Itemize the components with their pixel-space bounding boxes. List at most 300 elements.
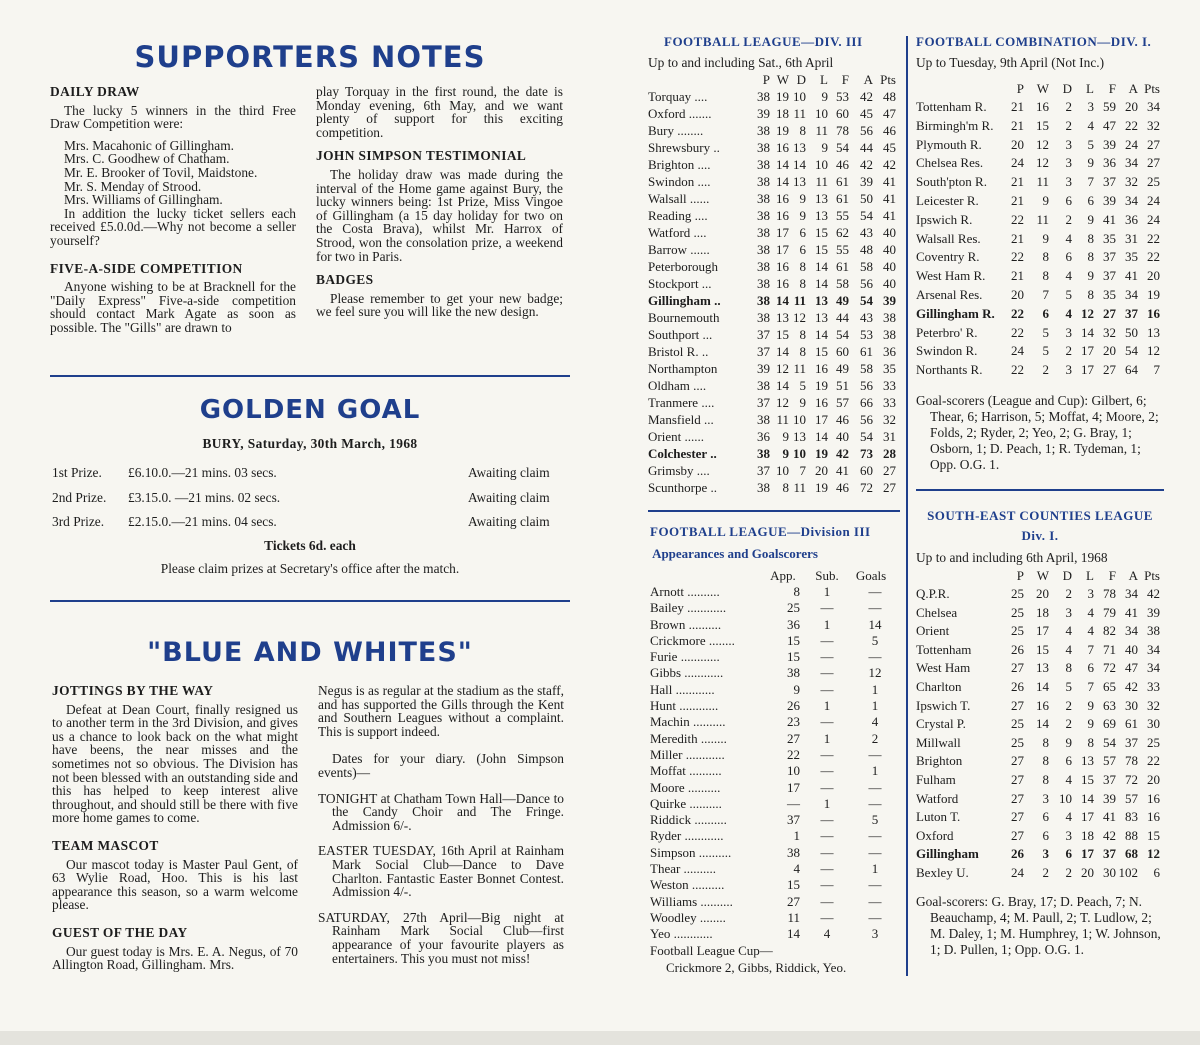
table-cell: —	[820, 844, 834, 860]
guest-continued: Negus is as regular at the stadium as the staff, and has supported the Gills through the Kent and Southern Leagues without a complaint. This is support indeed.	[318, 683, 564, 739]
table-cell: 39	[1147, 604, 1160, 620]
section-divider-2	[50, 600, 570, 602]
diary-dates: Dates for your diary. (John Simpson events)—	[318, 751, 564, 780]
table-row	[648, 293, 900, 310]
table-cell: 4	[793, 861, 800, 877]
table-cell: 9	[1065, 734, 1072, 750]
jottings-text: Defeat at Dean Court, finally resigned us to another term in the 3rd Division, and gives us a chance to look back on the what might have beens, the near misses and the sometimes not so obvious. The Division has not been blessed with an outstanding side and this has helped to keep interest alive throughout, and should still be there with five more home games to come.	[52, 701, 298, 826]
table-cell: —	[820, 812, 834, 828]
table-cell: 4	[871, 714, 879, 730]
team-name: Barrow ......	[648, 242, 710, 257]
table-cell: 3	[1042, 790, 1049, 806]
testimonial-text: The holiday draw was made during the interval of the Home game against Bury, the lucky winners being: 1st Prize, Miss Vingoe of Gillingham (a 15 day holiday for two on the Costa Brava), whilst Mr. Harrox of Strood, won the consolation prize, a weekend for two in Paris.	[316, 166, 563, 264]
player-name: Woodley ........	[650, 909, 726, 925]
table-cell: 8	[1087, 734, 1094, 750]
table-cell: —	[820, 893, 834, 909]
table-cell: 2	[1065, 117, 1072, 133]
div3-subtitle: Up to and including Sat., 6th April	[648, 55, 834, 70]
table-cell: 49	[836, 361, 849, 376]
table-cell: 27	[1011, 809, 1024, 825]
appearances-subtitle: Appearances and Goalscorers	[652, 546, 818, 561]
table-cell: 34	[1147, 99, 1160, 114]
team-name: Stockport ...	[648, 276, 712, 291]
appearances-table-body	[650, 584, 900, 943]
table-cell: 21	[1011, 174, 1024, 190]
daily-draw-text: The lucky 5 winners in the third Free Draw Competition were:	[50, 102, 296, 132]
table-cell: 3	[1065, 604, 1072, 620]
team-name: Reading ....	[648, 208, 708, 223]
column-header: F	[1108, 81, 1116, 96]
supporters-col-2	[316, 85, 563, 319]
column-header: F	[841, 72, 849, 87]
table-cell: 22	[1147, 753, 1160, 769]
table-row	[650, 747, 900, 763]
table-row	[916, 306, 1164, 325]
table-cell: 34	[1125, 155, 1138, 171]
table-cell: —	[868, 909, 882, 925]
event-3: SATURDAY, 27th April—Big night at Rainham Mark Social Club—first appearance of your favourite players as entertainers. This you must not miss!	[318, 909, 564, 966]
blue-whites-col-2	[318, 684, 564, 965]
table-cell: —	[820, 600, 834, 616]
table-cell: 27	[1011, 827, 1024, 843]
team-name: Brighton ....	[648, 157, 711, 172]
table-row	[916, 846, 1164, 865]
table-cell: 6	[1065, 846, 1072, 862]
team-name: Bury ........	[648, 123, 704, 138]
table-cell: 4	[1065, 809, 1072, 825]
table-cell: 24	[1147, 211, 1160, 227]
table-cell: —	[820, 714, 834, 730]
guest-text: Our guest today is Mrs. E. A. Negus, of 70 Allington Road, Gillingham. Mrs.	[52, 943, 298, 973]
table-cell: 79	[1103, 604, 1116, 620]
table-cell: 9	[782, 429, 789, 444]
table-cell: 27	[1011, 697, 1024, 713]
table-cell: 22	[1011, 305, 1024, 321]
player-name: Gibbs ............	[650, 665, 724, 681]
div3-title: FOOTBALL LEAGUE—DIV. III	[664, 34, 863, 49]
table-cell: 37	[1125, 734, 1138, 750]
table-cell: 21	[1011, 99, 1024, 114]
player-name: Moore ..........	[650, 779, 721, 795]
se-counties-title: SOUTH-EAST COUNTIES LEAGUE	[927, 508, 1153, 523]
table-row	[648, 89, 900, 106]
column-header: D	[796, 72, 806, 87]
table-cell: 11	[793, 361, 806, 376]
table-cell: 41	[836, 463, 849, 478]
table-cell: 25	[1011, 716, 1024, 732]
table-cell: 8	[799, 259, 806, 274]
table-cell: 9	[1042, 230, 1049, 246]
table-cell: 17	[1081, 846, 1094, 862]
table-cell: —	[868, 600, 882, 616]
table-cell: 38	[757, 157, 770, 172]
table-cell: 25	[1011, 623, 1024, 639]
event-2: EASTER TUESDAY, 16th April at Rainham Mark Social Club—Dance to Dave Charlton. Fantastic Easter Bonnet Contest. Admission 4/-.	[318, 843, 564, 900]
table-cell: 27	[1011, 660, 1024, 676]
table-cell: 25	[1011, 604, 1024, 620]
table-cell: 36	[1125, 211, 1138, 227]
table-row	[916, 791, 1164, 810]
column-header: A	[863, 72, 873, 87]
table-cell: 5	[1087, 136, 1094, 152]
table-cell: 41	[883, 208, 896, 223]
table-cell: 24	[1011, 155, 1024, 171]
column-header: D	[1062, 81, 1072, 96]
team-name: South'pton R.	[916, 174, 987, 190]
table-cell: 71	[1103, 641, 1116, 657]
table-row	[916, 660, 1164, 679]
event-1: TONIGHT at Chatham Town Hall—Dance to the Candy Choir and The Fringe. Admission 6/-.	[318, 790, 564, 833]
table-cell: 3	[1087, 99, 1094, 114]
table-cell: 25	[1147, 174, 1160, 190]
table-row	[916, 623, 1164, 642]
table-cell: 38	[757, 480, 770, 495]
table-cell: 16	[1147, 790, 1160, 806]
table-cell: 14	[815, 327, 828, 342]
player-name: Arnott ..........	[650, 584, 720, 599]
team-name: Watford	[916, 790, 959, 806]
player-name: Weston ..........	[650, 877, 725, 893]
table-cell: 12	[1081, 305, 1094, 321]
table-cell: 4	[823, 926, 831, 942]
table-cell: 9	[1087, 697, 1094, 713]
table-cell: 36	[787, 616, 800, 632]
se-counties-header-row	[916, 568, 1164, 586]
table-cell: 15	[776, 327, 789, 342]
table-cell: 5	[871, 632, 879, 648]
table-row	[916, 99, 1164, 118]
table-cell: —	[820, 746, 834, 762]
table-cell: 34	[1125, 586, 1138, 601]
table-cell: 14	[793, 157, 806, 172]
table-cell: 14	[868, 616, 882, 632]
team-name: Gillingham R.	[916, 305, 995, 321]
table-cell: 8	[1087, 286, 1094, 302]
table-cell: 61	[836, 259, 849, 274]
table-cell: 37	[757, 463, 770, 478]
team-name: Oldham ....	[648, 378, 707, 393]
table-row	[916, 268, 1164, 287]
table-cell: 39	[1103, 790, 1116, 806]
table-cell: 61	[860, 344, 873, 359]
table-cell: 59	[1103, 99, 1116, 114]
table-cell: 39	[1103, 192, 1116, 208]
table-cell: 47	[883, 106, 896, 121]
player-name: Brown ..........	[650, 616, 722, 632]
table-cell: 24	[1011, 343, 1024, 359]
table-cell: 56	[860, 276, 873, 291]
table-cell: 14	[776, 378, 789, 393]
table-cell: 38	[757, 242, 770, 257]
table-cell: 11	[793, 106, 806, 121]
table-cell: 13	[793, 174, 806, 189]
player-name: Simpson ..........	[650, 844, 732, 860]
table-row	[648, 429, 900, 446]
table-row	[648, 106, 900, 123]
table-cell: 9	[799, 208, 806, 223]
table-row	[650, 763, 900, 779]
table-row	[650, 698, 900, 714]
table-cell: 54	[1125, 343, 1138, 359]
player-name: Ryder ............	[650, 828, 724, 844]
table-cell: 5	[1042, 343, 1049, 359]
table-cell: 63	[1103, 697, 1116, 713]
table-cell: 9	[821, 140, 828, 155]
tickets-price: Tickets 6d. each	[264, 538, 356, 553]
table-cell: 38	[757, 412, 770, 427]
table-cell: 22	[1011, 249, 1024, 265]
table-cell: 11	[776, 412, 789, 427]
table-cell: —	[868, 828, 882, 844]
table-cell: 9	[1087, 155, 1094, 171]
team-mascot-heading: TEAM MASCOT	[52, 837, 159, 853]
table-cell: 37	[757, 395, 770, 410]
table-cell: 6	[799, 242, 806, 257]
blue-whites-col-1	[52, 684, 298, 972]
table-cell: 11	[793, 293, 806, 308]
table-cell: 9	[1087, 211, 1094, 227]
table-cell: 27	[1011, 790, 1024, 806]
player-name: Machin ..........	[650, 714, 726, 730]
table-cell: 37	[1103, 771, 1116, 787]
team-name: Ipswich T.	[916, 697, 971, 713]
column-header: L	[1086, 568, 1094, 583]
table-cell: 42	[860, 157, 873, 172]
table-cell: 5	[1042, 324, 1049, 340]
table-cell: 62	[836, 225, 849, 240]
table-cell: 68	[1125, 846, 1138, 862]
table-cell: 10	[776, 463, 789, 478]
table-cell: 54	[860, 293, 873, 308]
table-cell: 47	[1125, 660, 1138, 676]
table-cell: 32	[1103, 324, 1116, 340]
table-cell: 42	[1147, 586, 1160, 601]
table-row	[650, 845, 900, 861]
table-cell: 30	[1147, 716, 1160, 732]
table-cell: 22	[1147, 249, 1160, 265]
table-cell: 2	[871, 730, 879, 746]
table-row	[648, 395, 900, 412]
team-name: Brighton	[916, 753, 963, 769]
league-cup-label: Football League Cup—	[650, 942, 773, 958]
table-cell: 102	[1118, 864, 1138, 880]
table-row	[650, 796, 900, 812]
table-cell: 38	[757, 123, 770, 138]
table-row	[648, 344, 900, 361]
team-name: Charlton	[916, 678, 962, 694]
table-cell: 4	[1065, 305, 1072, 321]
table-cell: 53	[836, 89, 849, 104]
table-cell: 27	[1147, 155, 1160, 171]
combination-goalscorers: Goal-scorers (League and Cup): Gilbert, 6; Thear, 6; Harrison, 5; Moffat, 4; Moore, 2; Folds, 2; Ryder, 2; Yeo, 2; G. Bray, 1; Osborn, 1; D. Peach, 1; R. Tydeman, 1; Opp. O.G. 1.	[916, 392, 1159, 472]
se-counties-division: Div. I.	[1021, 528, 1059, 543]
team-name: Oxford	[916, 827, 954, 843]
table-cell: 48	[860, 242, 873, 257]
table-cell: 8	[782, 480, 789, 495]
team-name: Walsall ......	[648, 191, 710, 206]
table-cell: 17	[1081, 362, 1094, 378]
table-cell: 32	[883, 412, 896, 427]
table-cell: 13	[815, 293, 828, 308]
table-row	[916, 155, 1164, 174]
table-row	[648, 327, 900, 344]
table-cell: 2	[1065, 343, 1072, 359]
table-cell: —	[820, 632, 834, 648]
player-name: Meredith ........	[650, 730, 727, 746]
table-cell: 78	[1125, 753, 1138, 769]
table-cell: 14	[776, 344, 789, 359]
table-cell: 27	[787, 893, 800, 909]
table-cell: 34	[1125, 286, 1138, 302]
table-cell: 14	[787, 926, 800, 942]
table-cell: 72	[1103, 660, 1116, 676]
table-row	[916, 287, 1164, 306]
column-header: A	[1128, 568, 1138, 583]
table-cell: —	[868, 877, 882, 893]
table-cell: 35	[883, 361, 896, 376]
table-cell: 39	[1103, 136, 1116, 152]
table-cell: 35	[1125, 249, 1138, 265]
table-cell: 8	[1087, 230, 1094, 246]
table-cell: 1	[823, 584, 831, 599]
table-cell: 50	[860, 191, 873, 206]
table-cell: 5	[799, 378, 806, 393]
table-cell: —	[820, 763, 834, 779]
table-cell: 54	[1103, 734, 1116, 750]
table-cell: 8	[1065, 660, 1072, 676]
table-cell: 6	[1087, 660, 1094, 676]
table-row	[916, 605, 1164, 624]
team-name: Leicester R.	[916, 192, 979, 208]
table-row	[648, 310, 900, 327]
table-cell: 19	[776, 123, 789, 138]
table-cell: 27	[1011, 771, 1024, 787]
table-row	[916, 698, 1164, 717]
team-name: Plymouth R.	[916, 136, 982, 152]
table-row	[916, 809, 1164, 828]
table-cell: 3	[1042, 846, 1049, 862]
table-cell: 8	[799, 276, 806, 291]
table-cell: —	[820, 861, 834, 877]
table-cell: 42	[1125, 678, 1138, 694]
table-cell: 14	[776, 157, 789, 172]
prize-label: 1st Prize.	[52, 465, 102, 480]
player-name: Hall ............	[650, 681, 715, 697]
prize-status: Awaiting claim	[468, 490, 550, 505]
table-cell: 11	[815, 123, 828, 138]
table-cell: 16	[1147, 305, 1160, 321]
column-header: P	[762, 72, 770, 87]
team-name: Bexley U.	[916, 864, 969, 880]
table-cell: 2	[1065, 716, 1072, 732]
player-name: Miller ............	[650, 746, 725, 762]
table-cell: 2	[1065, 99, 1072, 114]
table-cell: 8	[793, 584, 800, 599]
combination-table	[916, 34, 1164, 473]
table-cell: 40	[1125, 641, 1138, 657]
table-cell: 11	[1036, 174, 1049, 190]
table-cell: 2	[1065, 864, 1072, 880]
table-cell: 10	[793, 412, 806, 427]
prize-value: £3.15.0. —21 mins. 02 secs.	[128, 490, 281, 505]
table-cell: 41	[1103, 211, 1116, 227]
table-cell: 7	[1087, 678, 1094, 694]
table-cell: 19	[815, 480, 828, 495]
table-cell: 72	[1125, 771, 1138, 787]
team-name: Peterbro' R.	[916, 324, 978, 340]
table-row	[916, 249, 1164, 268]
team-name: Q.P.R.	[916, 586, 950, 601]
table-cell: 16	[815, 395, 828, 410]
table-cell: 4	[1065, 623, 1072, 639]
column-divider	[906, 36, 908, 976]
table-row	[916, 735, 1164, 754]
table-row	[648, 140, 900, 157]
table-cell: 34	[1147, 660, 1160, 676]
table-cell: —	[820, 828, 834, 844]
table-cell: 4	[1065, 268, 1072, 284]
table-cell: 45	[883, 140, 896, 155]
table-row	[916, 642, 1164, 661]
team-name: Crystal P.	[916, 716, 966, 732]
table-cell: 13	[815, 191, 828, 206]
table-row	[648, 446, 900, 463]
table-cell: 20	[815, 463, 828, 478]
table-cell: 37	[757, 344, 770, 359]
team-name: Luton T.	[916, 809, 961, 825]
table-cell: 26	[1011, 846, 1024, 862]
table-cell: 82	[1103, 623, 1116, 639]
table-cell: 23	[787, 714, 800, 730]
table-cell: 12	[793, 310, 806, 325]
table-cell: 16	[1036, 99, 1049, 114]
table-cell: 56	[860, 378, 873, 393]
table-cell: 3	[1087, 586, 1094, 601]
table-cell: 41	[1103, 809, 1116, 825]
table-row	[648, 174, 900, 191]
badges-heading: BADGES	[316, 272, 374, 288]
table-cell: 22	[1011, 211, 1024, 227]
team-name: Ipswich R.	[916, 211, 973, 227]
testimonial-heading: JOHN SIMPSON TESTIMONIAL	[316, 148, 527, 164]
table-cell: 4	[1065, 771, 1072, 787]
team-name: Oxford .......	[648, 106, 712, 121]
table-cell: 7	[1153, 362, 1160, 378]
blue-and-whites-title: "BLUE AND WHITES"	[147, 637, 473, 668]
table-cell: 4	[1065, 230, 1072, 246]
table-cell: 38	[757, 378, 770, 393]
team-name: Gillingham	[916, 846, 979, 862]
table-cell: 31	[1125, 230, 1138, 246]
table-cell: 20	[1036, 586, 1049, 601]
table-cell: 83	[1125, 809, 1138, 825]
table-cell: 39	[757, 106, 770, 121]
table-cell: 38	[1147, 623, 1160, 639]
table-cell: 39	[860, 174, 873, 189]
table-cell: 19	[1147, 286, 1160, 302]
table-cell: 15	[1036, 641, 1049, 657]
table-row	[916, 325, 1164, 344]
jottings-heading: JOTTINGS BY THE WAY	[52, 683, 214, 698]
player-name: Moffat ..........	[650, 763, 722, 779]
table-cell: 13	[1147, 324, 1160, 340]
table-cell: 58	[860, 361, 873, 376]
table-cell: 57	[1103, 753, 1116, 769]
winner-5: Mrs. Williams of Gillingham.	[64, 192, 223, 208]
table-cell: 57	[836, 395, 849, 410]
table-cell: 11	[793, 480, 806, 495]
table-cell: —	[868, 584, 882, 599]
